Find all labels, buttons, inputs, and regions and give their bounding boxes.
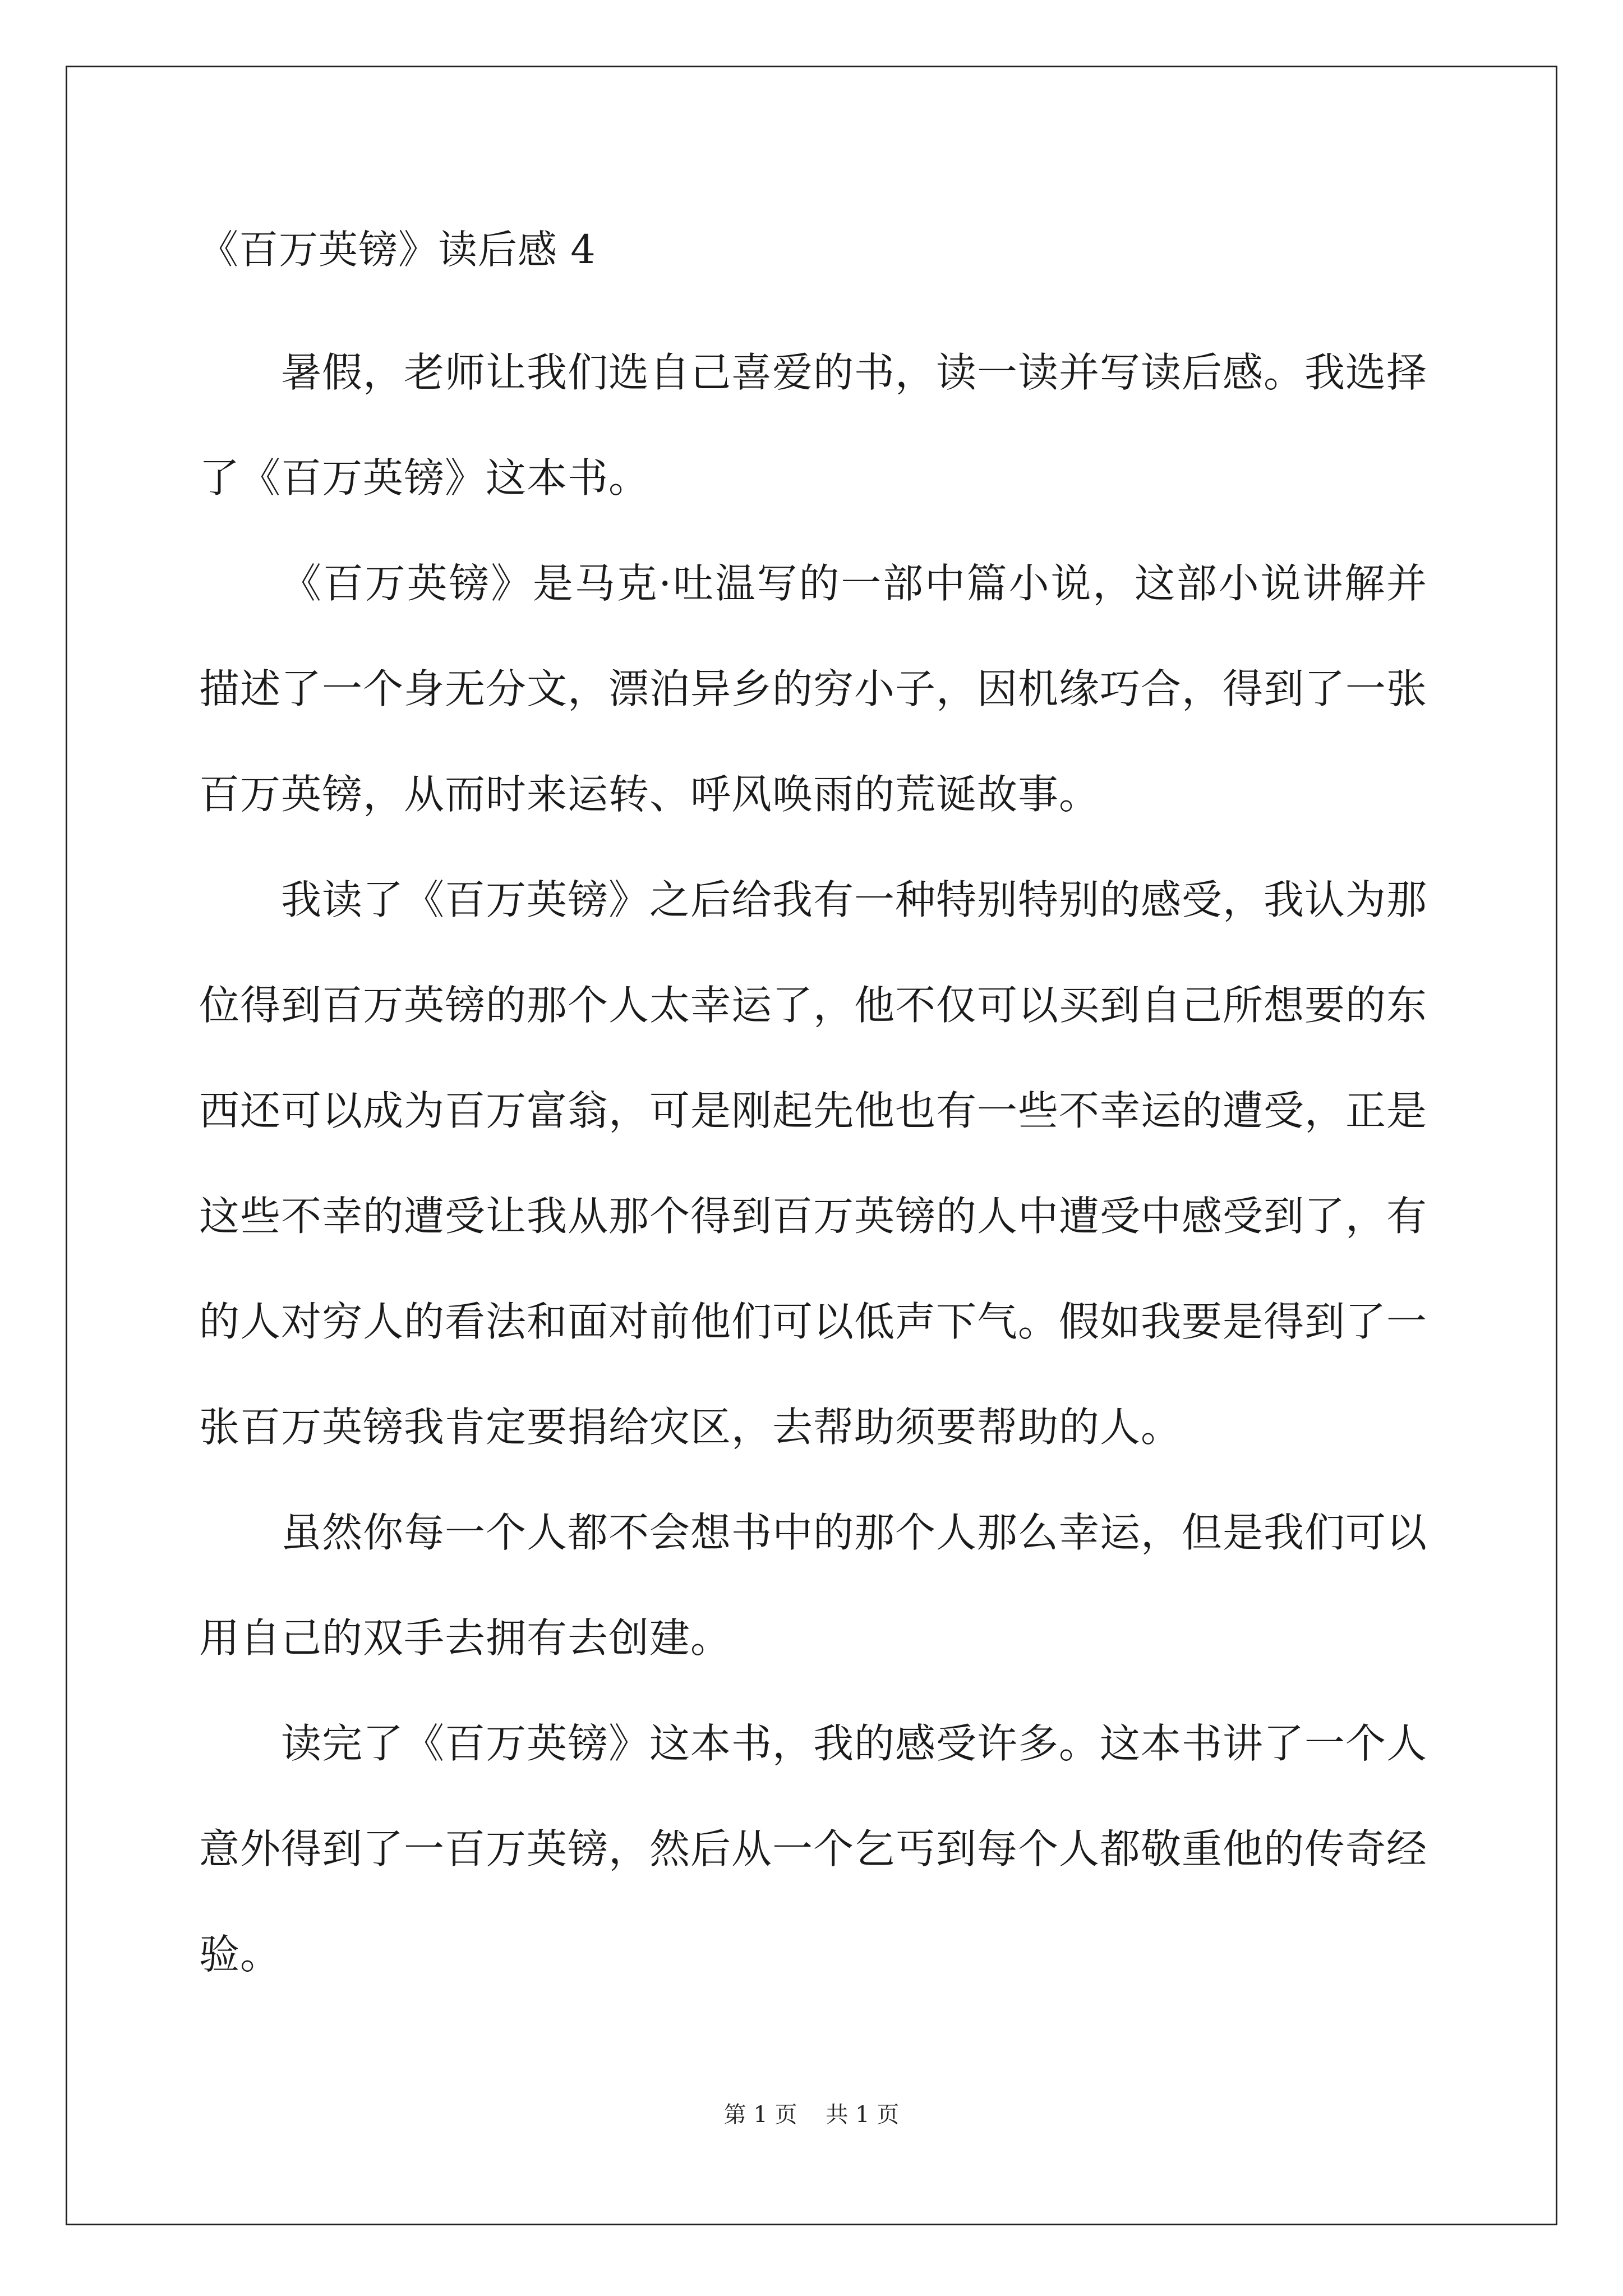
paragraph-2: 《百万英镑》是马克·吐温写的一部中篇小说，这部小说讲解并描述了一个身无分文，漂泊异乡的穷小子，因机缘巧合，得到了一张百万英镑，从而时来运转、呼风唤雨的荒诞故事。 xyxy=(199,560,1428,818)
document-title: 《百万英镑》读后感 4 xyxy=(199,227,596,273)
paragraph-5: 读完了《百万英镑》这本书，我的感受许多。这本书讲了一个人意外得到了一百万英镑，然后从一个乞丐到每个人都敬重他的传奇经验。 xyxy=(199,1720,1428,1978)
paragraph-1: 暑假，老师让我们选自己喜爱的书，读一读并写读后感。我选择了《百万英镑》这本书。 xyxy=(199,349,1428,501)
page-total: 共 1 页 xyxy=(826,2102,900,2128)
page-footer xyxy=(0,2098,1623,2132)
paragraph-4: 虽然你每一个人都不会想书中的那个人那么幸运，但是我们可以用自己的双手去拥有去创建。 xyxy=(199,1509,1428,1662)
paragraph-3: 我读了《百万英镑》之后给我有一种特别特别的感受，我认为那位得到百万英镑的那个人太幸运了，他不仅可以买到自己所想要的东西还可以成为百万富翁，可是刚起先他也有一些不幸运的遭受，正是这些不幸的遭受让我从那个得到百万英镑的人中遭受中感受到了，有的人对穷人的看法和面对前他们可以低声下气。假如我要是得到了一张百万英镑我肯定要捐给灾区，去帮助须要帮助的人。 xyxy=(199,876,1428,1451)
document-body xyxy=(199,222,1427,2007)
page-number: 第 1 页 xyxy=(723,2102,797,2128)
